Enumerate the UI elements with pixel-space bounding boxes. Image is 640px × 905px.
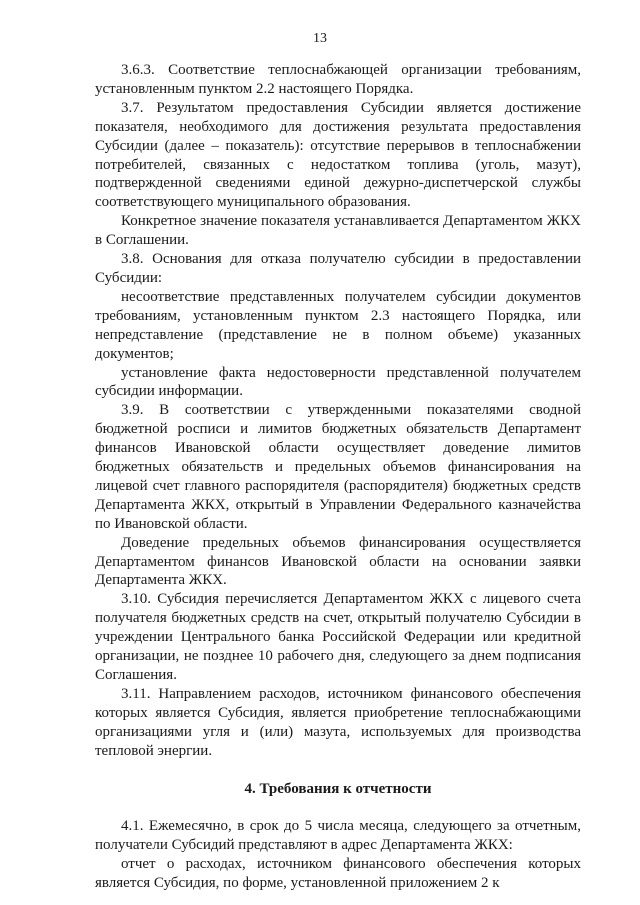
paragraph-3-11: 3.11. Направлением расходов, источником финансового обеспечения которых является Субсидия, является приобретение теплоснабжающими организациями угля и (или) мазута, используемых для производства тепловой энергии. [95, 685, 581, 759]
paragraph-refusal-reason-1: несоответствие представленных получателем субсидии документов требованиям, установленным пунктом 2.3 настоящего Порядка, или непредставление (представление не в полном объеме) указанных документов; [95, 288, 581, 362]
paragraph-expense-report: отчет о расходах, источником финансового обеспечения которых является Субсидия, по форме, установленной приложением 2 к [95, 856, 581, 892]
paragraph-indicator-value: Конкретное значение показателя устанавливается Департаментом ЖКХ в Соглашении. [95, 213, 581, 249]
paragraph-financing-limits: Доведение предельных объемов финансирования осуществляется Департаментом финансов Ивановской области на основании заявки Департамента ЖКХ. [95, 534, 581, 589]
paragraph-3-7: 3.7. Результатом предоставления Субсидии является достижение показателя, необходимого для достижения результата предоставления Субсидии (далее – показатель): отсутствие перерывов в теплоснабжении потребителей, связанных с недостатком топлива (уголь, мазут), подтвержденной сведениями единой дежурно-диспетчерской службы соответствующего муниципального образования. [95, 99, 581, 211]
spacer [95, 798, 581, 817]
paragraph-3-8: 3.8. Основания для отказа получателю субсидии в предоставлении Субсидии: [95, 251, 581, 286]
paragraph-refusal-reason-2: установление факта недостоверности представленной получателем субсидии информации. [95, 364, 581, 400]
paragraph-4-1: 4.1. Ежемесячно, в срок до 5 числа месяца, следующего за отчетным, получатели Субсидий представляют в адрес Департамента ЖКХ: [95, 818, 581, 854]
paragraph-3-10: 3.10. Субсидия перечисляется Департаментом ЖКХ с лицевого счета получателя бюджетных средств на счет, открытый получателю Субсидии в учреждении Центрального банка Российской Федерации или кредитной организации, не позднее 10 рабочего дня, следующего за днем подписания Соглашения. [95, 591, 581, 683]
paragraph-3-6-3: 3.6.3. Соответствие теплоснабжающей организации требованиям, установленным пунктом 2.2 настоящего Порядка. [95, 62, 581, 97]
paragraph-3-9: 3.9. В соответствии с утвержденными показателями сводной бюджетной росписи и лимитов бюджетных обязательств Департамент финансов Ивановской области осуществляет доведение лимитов бюджетных обязательств и предельных объемов финансирования на лицевой счет главного распорядителя (распорядителя) бюджетных средств Департамента ЖКХ, открытый в Управлении Федерального казначейства по Ивановской области. [95, 402, 581, 532]
section-heading: 4. Требования к отчетности [244, 780, 432, 797]
page-number: 13 [313, 31, 327, 46]
spacer [95, 761, 581, 780]
document-body [95, 61, 581, 893]
